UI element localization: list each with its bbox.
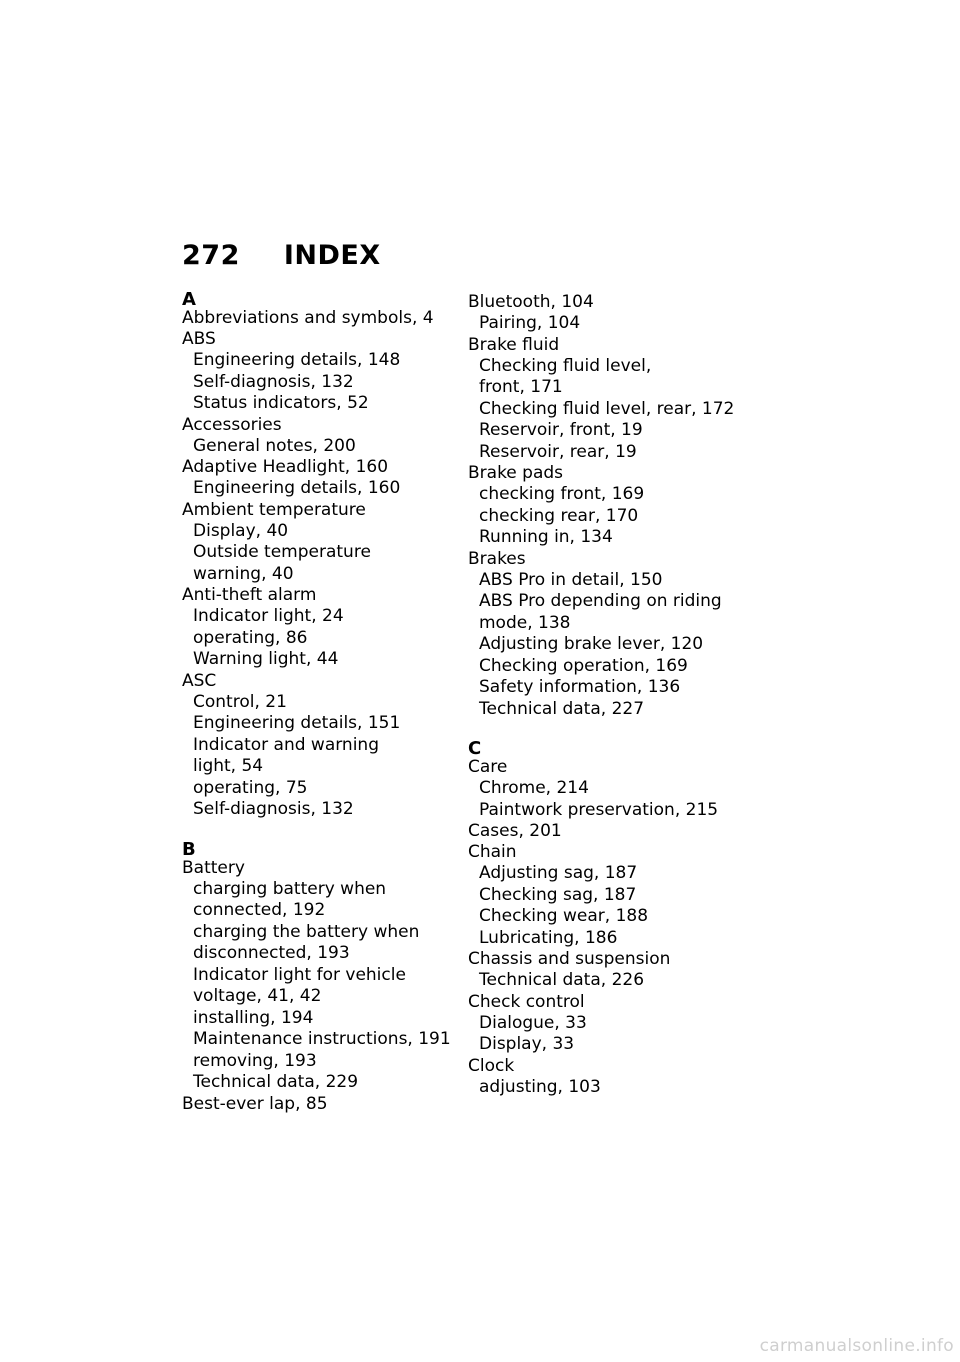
index-subentry: Reservoir, front, 19 [479, 420, 643, 440]
index-entry: ASC [182, 670, 217, 691]
index-subentry: Checking wear, 188 [479, 906, 649, 926]
index-subentry: Indicator light, 24 [193, 606, 344, 626]
index-subentry: operating, 75 [193, 777, 308, 798]
index-subentry: Display, 33 [479, 1034, 575, 1054]
index-entry: Care [468, 757, 508, 777]
page-title: INDEX [283, 240, 381, 271]
index-subentry: disconnected, 193 [193, 943, 350, 963]
index-subentry: mode, 138 [479, 612, 571, 633]
index-subentry: Reservoir, rear, 19 [479, 441, 637, 462]
index-subentry: Checking sag, 187 [479, 884, 637, 905]
index-subentry: Chrome, 214 [479, 778, 589, 798]
index-entry: Adaptive Headlight, 160 [182, 457, 389, 477]
index-subentry: Indicator light for vehicle [193, 964, 406, 985]
index-entry: Cases, 201 [468, 821, 562, 841]
index-subentry: checking front, 169 [479, 484, 645, 504]
index-entry: Battery [182, 857, 245, 878]
index-subentry: Checking fluid level, rear, 172 [479, 398, 735, 419]
index-letter-heading: A [182, 289, 196, 310]
index-entry: Bluetooth, 104 [468, 292, 594, 312]
index-subentry: Technical data, 226 [479, 970, 645, 990]
index-subentry: checking rear, 170 [479, 505, 639, 526]
index-subentry: Warning light, 44 [193, 649, 339, 669]
index-entry: Accessories [182, 414, 282, 435]
index-subentry: Indicator and warning [193, 734, 379, 755]
index-column-left [182, 289, 454, 1115]
index-subentry: ABS Pro in detail, 150 [479, 569, 663, 590]
index-letter-heading: B [182, 838, 196, 860]
index-subentry: Checking fluid level, [479, 355, 652, 376]
index-entry: Best-ever lap, 85 [182, 1093, 328, 1114]
index-subentry: light, 54 [193, 756, 264, 776]
index-subentry: Engineering details, 148 [193, 350, 401, 370]
index-subentry: installing, 194 [193, 1007, 314, 1028]
index-subentry: Dialogue, 33 [479, 1012, 587, 1033]
page-header [182, 236, 381, 276]
index-entry: Brakes [468, 548, 526, 569]
index-subentry: removing, 193 [193, 1050, 317, 1071]
index-entry: Brake pads [468, 463, 564, 483]
index-subentry: Safety information, 136 [479, 677, 681, 697]
index-entry: ABS [182, 329, 216, 349]
index-subentry: Technical data, 229 [193, 1072, 359, 1092]
index-subentry: Maintenance instructions, 191 [193, 1029, 451, 1049]
page-number: 272 [182, 240, 240, 271]
index-subentry: Self-diagnosis, 132 [193, 799, 354, 819]
index-subentry: connected, 192 [193, 900, 326, 920]
index-subentry: Display, 40 [193, 520, 289, 541]
index-subentry: Adjusting brake lever, 120 [479, 634, 704, 654]
index-subentry: ABS Pro depending on riding [479, 591, 722, 611]
index-subentry: Pairing, 104 [479, 313, 581, 333]
index-entry: Chain [468, 842, 517, 862]
index-subentry: Checking operation, 169 [479, 655, 688, 676]
index-subentry: charging the battery when [193, 921, 420, 942]
index-subentry: operating, 86 [193, 627, 308, 648]
index-subentry: Technical data, 227 [479, 698, 645, 719]
index-subentry: Status indicators, 52 [193, 393, 369, 413]
index-entry: Abbreviations and symbols, 4 [182, 308, 434, 328]
index-entry: Ambient temperature [182, 499, 366, 520]
index-subentry: Self-diagnosis, 132 [193, 371, 354, 392]
index-subentry: Lubricating, 186 [479, 927, 618, 948]
index-entry: Anti-theft alarm [182, 585, 317, 605]
index-subentry: Outside temperature [193, 542, 371, 562]
index-subentry: Paintwork preservation, 215 [479, 799, 719, 820]
index-entry: Chassis and suspension [468, 949, 671, 969]
index-subentry: General notes, 200 [193, 435, 356, 456]
index-column-right [468, 292, 758, 1098]
index-letter-heading: C [468, 738, 482, 759]
watermark: carmanualsonline.info [759, 1336, 954, 1356]
index-subentry: Control, 21 [193, 691, 287, 712]
index-entry: Clock [468, 1055, 515, 1076]
index-subentry: front, 171 [479, 377, 563, 397]
index-subentry: Running in, 134 [479, 527, 613, 547]
index-subentry: charging battery when [193, 878, 387, 899]
index-subentry: Engineering details, 160 [193, 478, 401, 498]
index-entry: Check control [468, 991, 585, 1012]
index-subentry: Engineering details, 151 [193, 713, 401, 733]
index-entry: Brake fluid [468, 334, 560, 355]
index-subentry: Adjusting sag, 187 [479, 863, 638, 883]
index-subentry: warning, 40 [193, 563, 294, 584]
index-subentry: voltage, 41, 42 [193, 986, 322, 1006]
index-subentry: adjusting, 103 [479, 1076, 601, 1097]
